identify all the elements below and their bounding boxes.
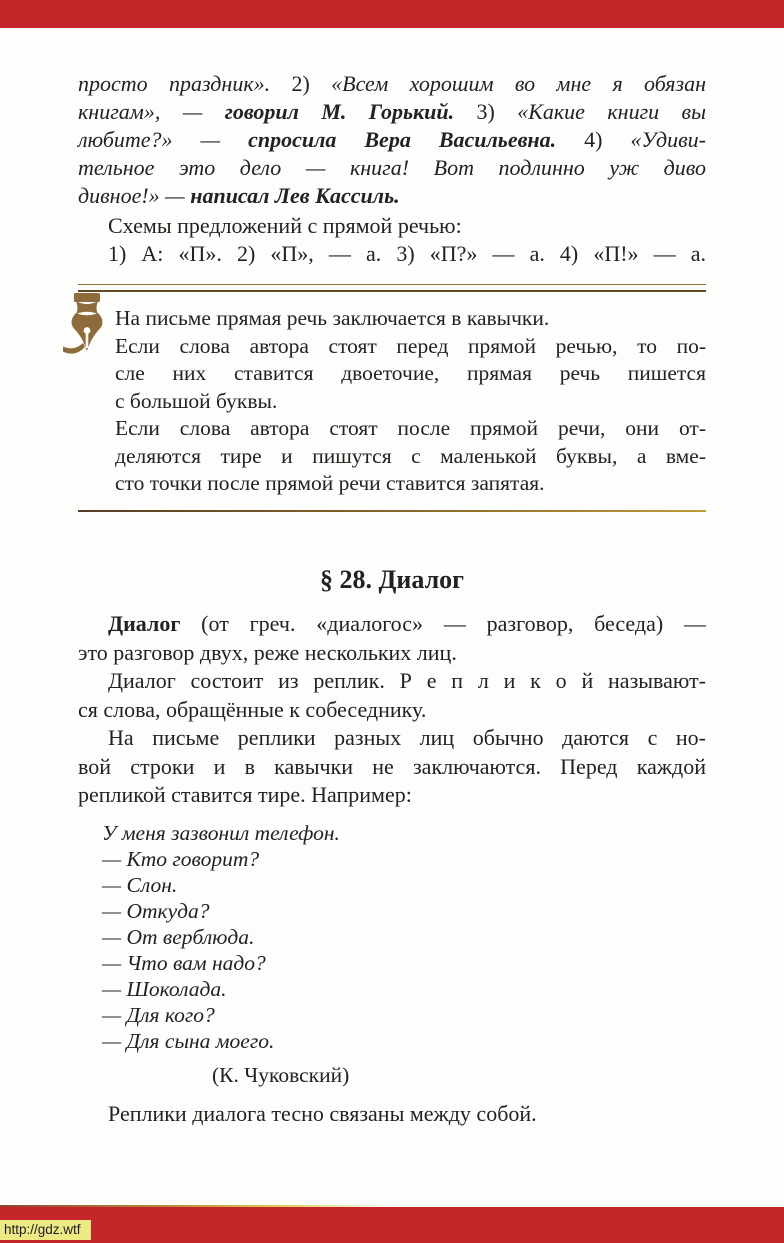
rule-box-top-line	[78, 284, 706, 292]
section-body	[78, 610, 706, 810]
text-line: дивное!» — написал Лев Кассиль.	[78, 183, 400, 208]
text-line: У меня зазвонил телефон.	[102, 820, 340, 845]
grammar-rule-box	[78, 284, 706, 512]
text-line: 1) А: «П». 2) «П», — а. 3) «П?» — а. 4) «П!» — а.	[108, 241, 706, 266]
text-line: — Шоколада.	[102, 976, 227, 1001]
text-line: — Для сына моего.	[102, 1028, 275, 1053]
text-line: Диалог (от греч. «диалогос» — разговор, беседа) —	[108, 611, 706, 636]
text-line: это разговор двух, реже нескольких лиц.	[78, 639, 457, 665]
text-line: ся слова, обращённые к собеседнику.	[78, 696, 427, 722]
intro-exercise-text	[78, 70, 706, 210]
text-line: На письме прямая речь заключается в кавычки.	[115, 306, 550, 330]
text-line: просто праздник». 2) «Всем хорошим во мне я обязан	[78, 71, 706, 96]
text-line: На письме реплики разных лиц обычно даются с но-	[108, 725, 706, 750]
text-line: сто точки после прямой речи ставится запятая.	[115, 471, 545, 495]
author-attribution: (К. Чуковский)	[212, 1062, 350, 1087]
text-line: — Что вам надо?	[102, 950, 266, 975]
text-line: — От верблюда.	[102, 924, 255, 949]
text-line: — Слон.	[102, 872, 178, 897]
watermark-link[interactable]: http://gdz.wtf	[0, 1220, 91, 1240]
schemes-block	[78, 212, 706, 268]
text-line: репликой ставится тире. Например:	[78, 782, 412, 807]
page-content	[0, 28, 784, 1128]
text-line: Если слова автора стоят после прямой речи, они от-	[115, 416, 706, 440]
text-line: — Откуда?	[102, 898, 210, 923]
pen-nib-icon	[63, 293, 111, 363]
text-line: Диалог состоит из реплик. Р е п л и к о й называют-	[108, 668, 706, 693]
text-line: деляются тире и пишутся с маленькой буквы, а вме-	[115, 443, 706, 468]
text-line: Схемы предложений с прямой речью:	[108, 213, 462, 238]
text-line: любите?» — спросила Вера Васильевна. 4) «Удиви-	[78, 127, 707, 152]
closing-sentence	[78, 1100, 706, 1129]
text-line: Если слова автора стоят перед прямой речью, то по-	[115, 333, 706, 358]
text-line: вой строки и в кавычки не заключаются. Перед каждой	[78, 753, 706, 779]
text-line: — Кто говорит?	[102, 846, 260, 871]
text-line: сле них ставится двоеточие, прямая речь пишется	[115, 361, 706, 385]
text-line: — Для кого?	[102, 1002, 215, 1027]
book-edge-bottom	[0, 1207, 784, 1243]
book-edge-top	[0, 0, 784, 28]
text-line: Реплики диалога тесно связаны между собой.	[108, 1100, 537, 1126]
text-line: тельное это дело — книга! Вот подлинно уж диво	[78, 155, 706, 180]
text-line: книгам», — говорил М. Горький. 3) «Какие книги вы	[78, 99, 707, 124]
rule-box-bottom-line	[78, 510, 706, 513]
section-heading: § 28. Диалог	[320, 565, 464, 594]
rule-text	[115, 292, 706, 498]
dialog-example	[102, 820, 706, 1054]
text-line: с большой буквы.	[115, 388, 278, 413]
